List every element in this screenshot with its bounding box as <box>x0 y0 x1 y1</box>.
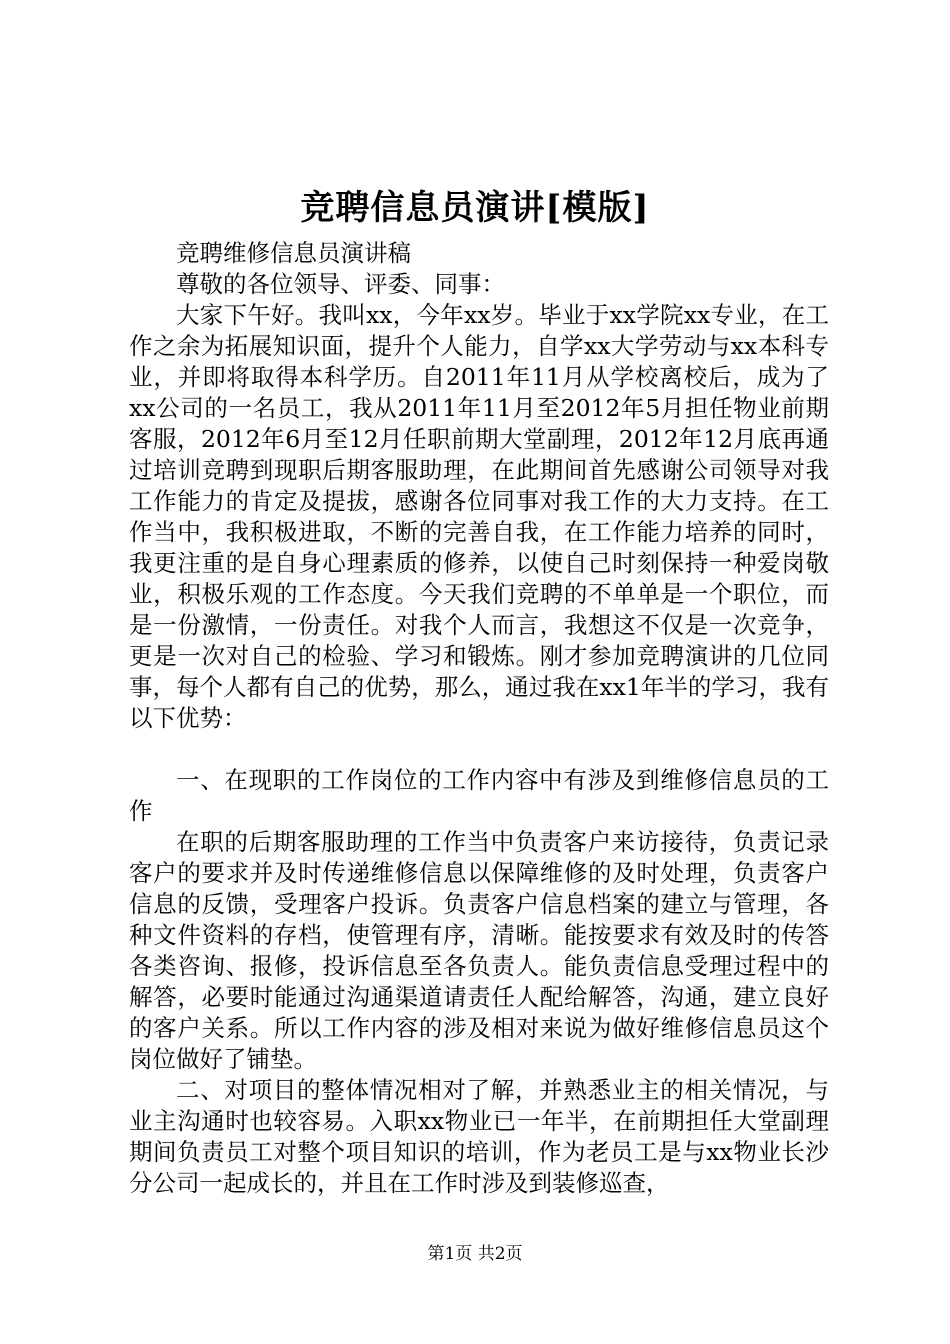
paragraph-heading-one: 一、在现职的工作岗位的工作内容中有涉及到维修信息员的工作 <box>129 766 829 825</box>
paragraph-heading-two: 二、对项目的整体情况相对了解，并熟悉业主的相关情况，与业主沟通时也较容易。入职xx物业已一年半，在前期担任大堂副理期间负责员工对整个项目知识的培训，作为老员工是与xx物业长沙分公司一起成长的，并且在工作时涉及到装修巡查， <box>129 1076 829 1197</box>
page-footer: 第1页 共2页 <box>427 1244 523 1264</box>
document-title: 竞聘信息员演讲[模版] <box>300 188 650 228</box>
document-body <box>129 238 829 1199</box>
paragraph-duties: 在职的后期客服助理的工作当中负责客户来访接待，负责记录客户的要求并及时传递维修信息以保障维修的及时处理，负责客户信息的反馈，受理客户投诉。负责客户信息档案的建立与管理，各种文件资料的存档，使管理有序，清晰。能按要求有效及时的传答各类咨询、报修，投诉信息至各负责人。能负责信息受理过程中的解答，必要时能通过沟通渠道请责任人配给解答，沟通，建立良好的客户关系。所以工作内容的涉及相对来说为做好维修信息员这个岗位做好了铺垫。 <box>129 828 829 1073</box>
paragraph-introduction: 大家下午好。我叫xx，今年xx岁。毕业于xx学院xx专业，在工作之余为拓展知识面，提升个人能力，自学xx大学劳动与xx本科专业，并即将取得本科学历。自2011年11月从学校离校后，成为了xx公司的一名员工，我从2011年11月至2012年5月担任物业前期客服，2012年6月至12月任职前期大堂副理，2012年12月底再通过培训竞聘到现职后期客服助理，在此期间首先感谢公司领导对我工作能力的肯定及提拔，感谢各位同事对我工作的大力支持。在工作当中，我积极进取，不断的完善自我，在工作能力培养的同时，我更注重的是自身心理素质的修养，以使自己时刻保持一种爱岗敬业，积极乐观的工作态度。今天我们竞聘的不单单是一个职位，而是一份激情，一份责任。对我个人而言，我想这不仅是一次竞争，更是一次对自己的检验、学习和锻炼。刚才参加竞聘演讲的几位同事，每个人都有自己的优势，那么，通过我在xx1年半的学习，我有以下优势： <box>129 301 829 732</box>
paragraph-salutation: 尊敬的各位领导、评委、同事： <box>176 270 505 298</box>
paragraph-subtitle: 竞聘维修信息员演讲稿 <box>176 239 411 267</box>
